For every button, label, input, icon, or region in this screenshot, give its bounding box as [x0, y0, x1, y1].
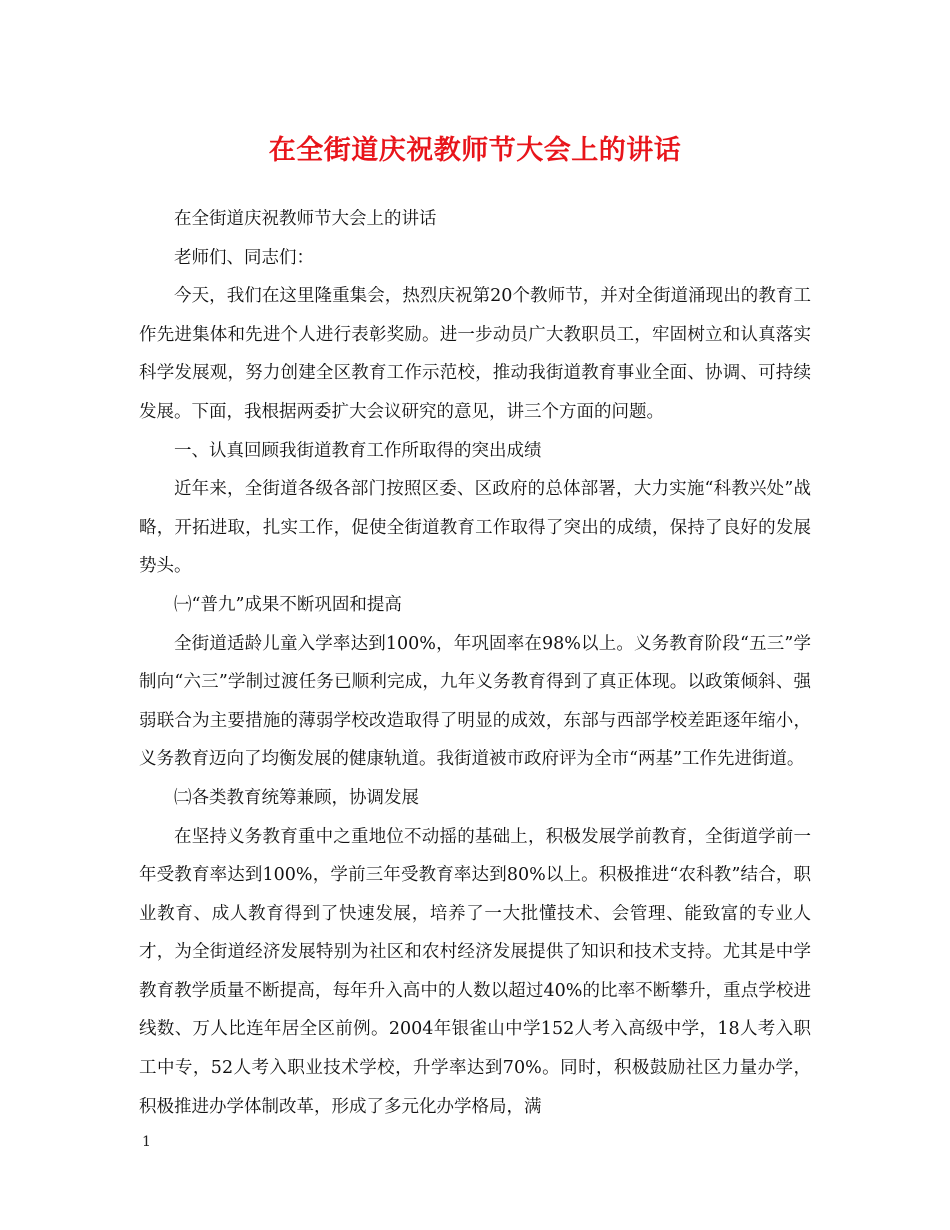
paragraph-achievements-intro: 近年来，全街道各级各部门按照区委、区政府的总体部署，大力实施“科教兴处”战略，开拓进取，扎实工作，促使全街道教育工作取得了突出的成绩，保持了良好的发展势头。	[139, 479, 811, 577]
subsection-heading-2: ㈡各类教育统筹兼顾，协调发展	[174, 787, 419, 808]
paragraph-opening: 今天，我们在这里隆重集会，热烈庆祝第20个教师节，并对全街道涌现出的教育工作先进集体和先进个人进行表彰奖励。进一步动员广大教职员工，牢固树立和认真落实科学发展观，努力创建全区教育工作示范校，推动我街道教育事业全面、协调、可持续发展。下面，我根据两委扩大会议研究的意见，讲三个方面的问题。	[139, 286, 811, 422]
section-heading-1: 一、认真回顾我街道教育工作所取得的突出成绩	[174, 440, 542, 461]
paragraph-salutation: 老师们、同志们：	[174, 247, 314, 268]
subsection-heading-1: ㈠“普九”成果不断巩固和提高	[174, 594, 402, 615]
page-number: 1	[142, 1134, 151, 1150]
document-body	[139, 200, 811, 1126]
paragraph-subtitle: 在全街道庆祝教师节大会上的讲话	[174, 209, 437, 229]
paragraph-compulsory-education: 全街道适龄儿童入学率达到100%，年巩固率在98%以上。义务教育阶段“五三”学制向“六三”学制过渡任务已顺利完成，九年义务教育得到了真正体现。以政策倾斜、强弱联合为主要措施的薄弱学校改造取得了明显的成效，东部与西部学校差距逐年缩小，义务教育迈向了均衡发展的健康轨道。我街道被市政府评为全市“两基”工作先进街道。	[139, 633, 811, 770]
document-title: 在全街道庆祝教师节大会上的讲话	[268, 135, 682, 166]
paragraph-coordinated-development: 在坚持义务教育重中之重地位不动摇的基础上，积极发展学前教育，全街道学前一年受教育率达到100%，学前三年受教育率达到80%以上。积极推进“农科教”结合，职业教育、成人教育得到了快速发展，培养了一大批懂技术、会管理、能致富的专业人才，为全街道经济发展特别为社区和农村经济发展提供了知识和技术支持。尤其是中学教育教学质量不断提高，每年升入高中的人数以超过40%的比率不断攀升，重点学校进线数、万人比连年居全区前例。2004年银雀山中学152人考入高级中学，18人考入职工中专，52人考入职业技术学校，升学率达到70%。同时，积极鼓励社区力量办学，积极推进办学体制改革，形成了多元化办学格局，满	[139, 826, 811, 1117]
